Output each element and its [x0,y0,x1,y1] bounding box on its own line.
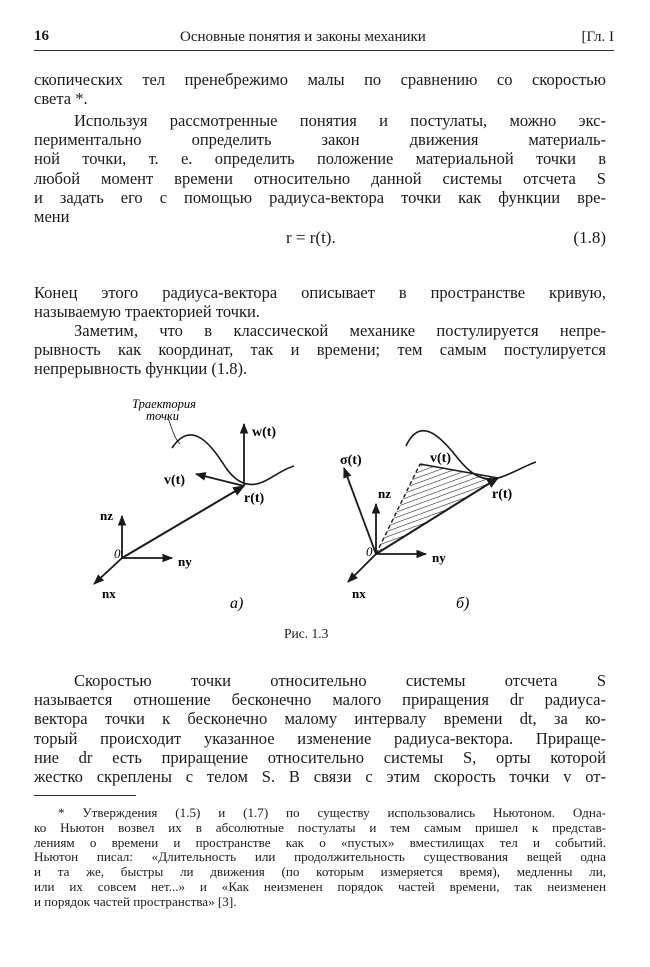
text-line: Скоростью точки относительно системы отсчета S [74,671,606,690]
text-line: любой момент времени относительно данной системы отсчета S [34,168,606,188]
axis-y-label: ny [432,550,446,565]
axis-z-label: nz [100,508,113,523]
angular-momentum-label: σ(t) [340,453,362,468]
axis-z-label: nz [378,486,391,501]
radius-vector-label: r(t) [244,491,265,506]
trajectory-label: Траектория [132,397,196,411]
panel-label: б) [456,595,470,612]
text-line: Конец этого радиуса-вектора описывает в пространстве кривую, [34,283,606,302]
panel-label: а) [230,595,244,612]
paragraph-2 [34,111,606,226]
running-header [34,28,614,51]
footnote-line: * Утверждения (1.5) и (1.7) по существу использовались Ньютоном. Одна- [58,805,606,820]
page-number: 16 [34,28,49,44]
footnote-line: ко Ньютон возвел их в абсолютные постулаты и тем самым пришел к представ- [34,819,606,835]
text-line: жестко скреплены с телом S. В связи с этим скорость точки v от- [34,767,606,787]
footnote-line: или их совсем нет...» и «Как неизменен порядок частей времени, так неизменен [34,878,606,894]
text-line: Заметим, что в классической механике постулируется непре- [74,321,606,340]
formula-number: (1.8) [573,228,606,247]
figure-1-3 [84,386,554,616]
panel-a [94,397,294,612]
paragraph-1 [34,70,606,108]
axis-x-label: nx [102,586,116,601]
footnote-line: лениям о времени и пространстве как о «пустых» вместилищах тел и событий. [34,834,606,850]
paragraph-5 [34,671,606,786]
text-line: называемую траекторией точки. [34,302,260,322]
text-line: торый происходит указанное изменение радиуса-вектора. Прираще- [34,728,606,748]
origin-label: 0 [114,546,121,561]
text-line: периментально определить закон движения материаль- [34,130,606,150]
axis-x-label: nx [352,586,366,601]
text-line: мени [34,207,70,227]
text-line: скопических тел пренебрежимо малы по сравнению со скоростью [34,70,606,89]
footnote-line: Ньютон писал: «Длительность или продолжительность существования вещей одна [34,849,606,865]
text-line: и задать его с помощью радиуса-вектора точки как функции вре- [34,187,606,207]
footnote-line: и порядок частей пространства» [3]. [34,893,237,909]
paragraph-4 [34,321,606,379]
footnote [34,806,606,910]
footnote-divider [34,795,136,796]
chapter-marker: [Гл. I [581,29,614,45]
text-line: вектора точки к бесконечно малому интервалу времени dt, за ко- [34,709,606,729]
velocity-label: v(t) [164,473,185,488]
axis-y-label: ny [178,554,192,569]
text-line: ние dr есть приращение относительно системы S, орты которой [34,747,606,767]
panel-b [340,431,536,612]
trajectory-label: точки [146,409,180,423]
radius-vector-label: r(t) [492,487,513,502]
footnote-line: и та же, быстры ли движения (по которым измеряется время), медленны ли, [34,864,606,880]
paragraph-3 [34,283,606,321]
formula-1-8 [34,228,606,250]
running-title: Основные понятия и законы механики [180,29,426,45]
angular-momentum-arrow [344,468,376,554]
axis-x-arrow [94,558,122,584]
text-line: непрерывность функции (1.8). [34,359,248,379]
radius-vector-arrow [122,486,244,558]
text-line: света *. [34,89,88,109]
formula-expression: r = r(t). [286,228,336,247]
velocity-label: v(t) [430,451,451,466]
origin-label: 0 [366,544,373,559]
trajectory-curve [172,435,294,485]
text-line: ной точки, т. е. определить положение материальной точки в [34,149,606,169]
text-line: Используя рассмотренные понятия и постулаты, можно экс- [74,111,606,130]
figure-caption: Рис. 1.3 [284,626,329,641]
acceleration-label: w(t) [252,425,277,440]
text-line: рывность как координат, так и времени; тем самым постулируется [34,340,606,360]
text-line: называется отношение бесконечно малого приращения dr радиуса- [34,690,606,710]
